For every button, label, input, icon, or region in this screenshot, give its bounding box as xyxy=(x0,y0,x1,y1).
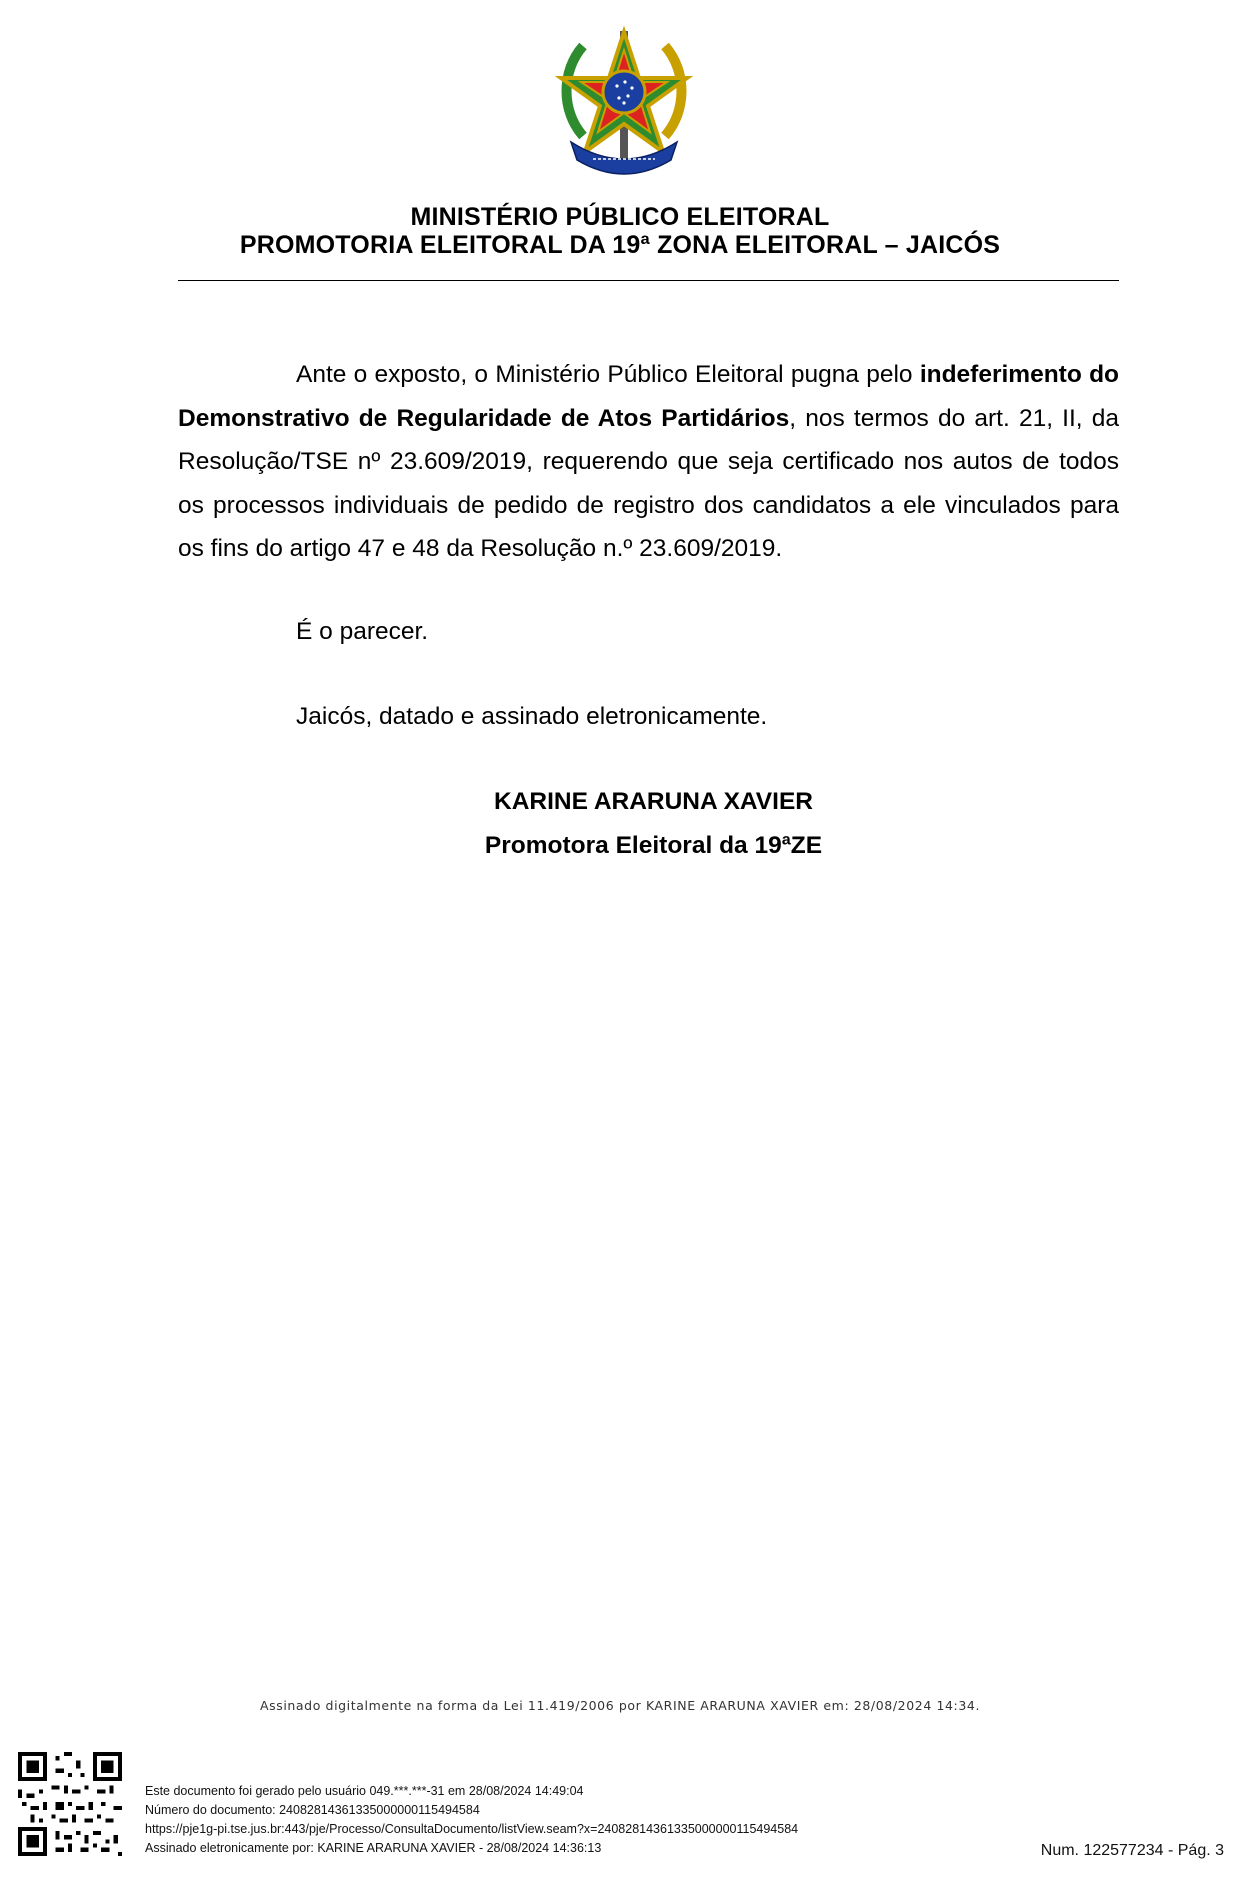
body-text-bold: indeferimento do Demonstrativo de Regularidade de Atos Partidários xyxy=(178,361,1119,432)
page-number: Num. 122577234 - Pág. 3 xyxy=(1040,1842,1224,1859)
signatory-name: KARINE ARARUNA XAVIER xyxy=(494,788,813,815)
signed-by-line: Assinado eletronicamente por: KARINE ARARUNA XAVIER - 28/08/2024 14:36:13 xyxy=(145,1841,602,1855)
document-number-line: Número do documento: 24082814361335000000115494584 xyxy=(145,1803,480,1817)
signatory-role: Promotora Eleitoral da 19ªZE xyxy=(484,832,823,859)
header-subtitle: PROMOTORIA ELEITORAL DA 19ª ZONA ELEITORAL – JAICÓS xyxy=(239,231,1001,259)
header-divider xyxy=(178,280,1119,281)
closing-statement: É o parecer. xyxy=(296,618,429,645)
body-paragraph xyxy=(178,353,1119,571)
place-date-line: Jaicós, datado e assinado eletronicamente. xyxy=(296,703,768,730)
document-url-line[interactable]: https://pje1g-pi.tse.jus.br:443/pje/Processo/ConsultaDocumento/listView.seam?x=24082814361335000000115494584 xyxy=(145,1822,799,1836)
digital-signature-note: Assinado digitalmente na forma da Lei 11.419/2006 por KARINE ARARUNA XAVIER em: 28/08/2024 14:34. xyxy=(259,1698,981,1713)
body-text-end: , nos termos do art. 21, II, da Resolução/TSE nº 23.609/2019, requerendo que seja certificado nos autos de todos os processos individuais de pedido de registro dos candidatos a ele vinculados para os fins do artigo 47 e 48 da Resolução n.º 23.609/2019. xyxy=(178,404,1120,562)
generated-by-line: Este documento foi gerado pelo usuário 049.***.***-31 em 28/08/2024 14:49:04 xyxy=(145,1784,584,1798)
footer-document-info xyxy=(145,1782,798,1858)
body-text-start: Ante o exposto, o Ministério Público Eleitoral pugna pelo xyxy=(296,361,920,388)
header-title: MINISTÉRIO PÚBLICO ELEITORAL xyxy=(410,203,830,231)
qr-code xyxy=(18,1752,122,1856)
coat-of-arms-emblem xyxy=(553,26,695,176)
